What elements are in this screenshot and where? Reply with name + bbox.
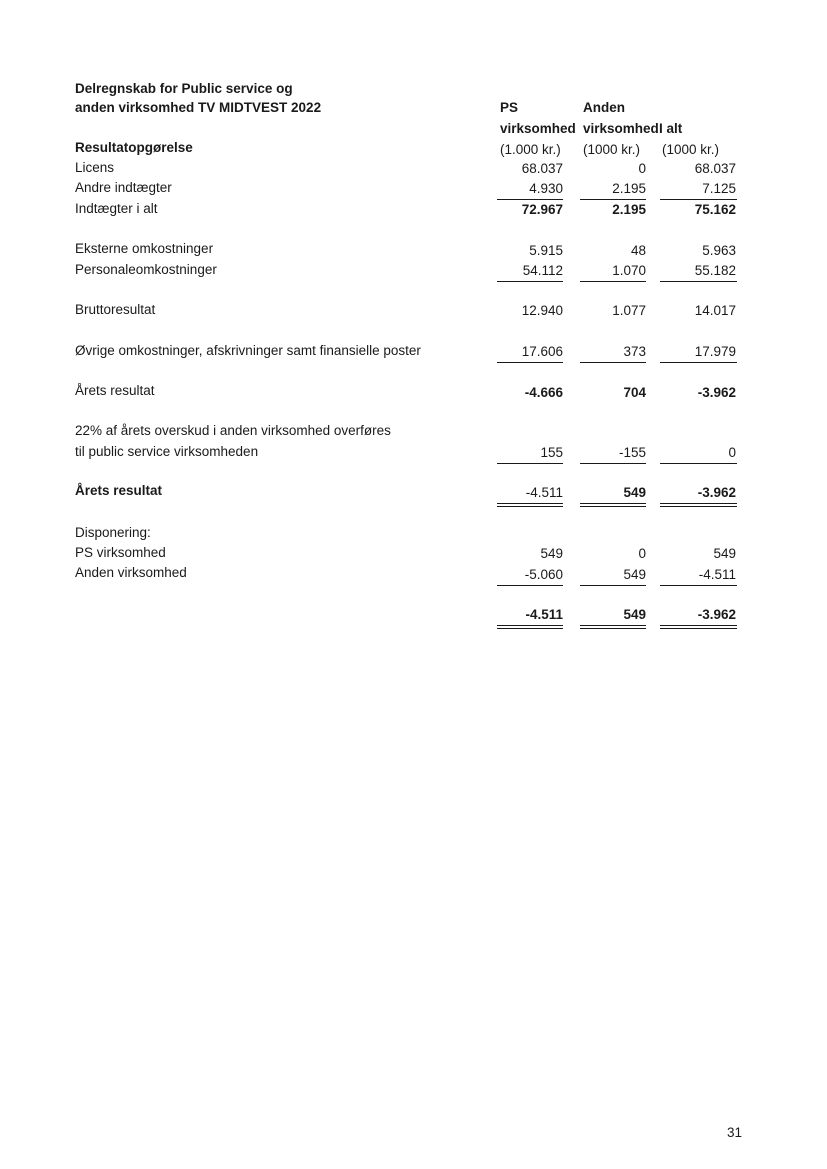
row-label-line-1: 22% af årets overskud i anden virksomhed overføres [75,423,391,438]
page-number: 31 [727,1125,743,1140]
row-value-ps: 72.967 [521,202,563,217]
col-anden-header-line-2: virksomhed [583,121,659,136]
row-value-ps: -4.511 [525,485,563,500]
subtotal-rule [660,585,737,586]
row-value-total: 75.162 [694,202,736,217]
row-value-anden: 0 [638,546,646,561]
col-anden-header-line-1: Anden [583,100,625,115]
row-value-ps: 17.606 [521,344,563,359]
row-label: Personaleomkostninger [75,262,217,277]
subtotal-rule [497,281,563,282]
double-rule [497,628,563,629]
section-heading: Resultatopgørelse [75,140,193,155]
row-value-ps: 12.940 [521,303,563,318]
subtotal-rule [497,362,563,363]
row-value-ps: -4.666 [524,385,563,400]
row-value-total: 549 [713,546,736,561]
subtotal-rule [580,463,646,464]
row-value-total: 5.963 [702,243,736,258]
subtotal-rule [580,362,646,363]
row-value-anden: 549 [623,607,646,622]
row-value-anden: 1.070 [612,263,646,278]
row-value-anden: 48 [630,243,646,258]
row-value-ps: 4.930 [529,181,563,196]
row-value-anden: 549 [623,485,646,500]
row-label: Årets resultat [75,383,155,398]
row-value-total: 7.125 [702,181,736,196]
double-rule [497,503,563,504]
row-label: PS virksomhed [75,545,166,560]
subtotal-rule [580,585,646,586]
row-value-anden: 704 [623,385,646,400]
row-value-total: -3.962 [697,385,736,400]
double-rule [580,625,646,626]
double-rule [580,503,646,504]
subtotal-rule [497,463,563,464]
row-value-ps: -4.511 [525,607,563,622]
col-ialt-header: I alt [659,121,683,136]
row-value-anden: 2.195 [612,202,646,217]
row-value-ps: 5.915 [529,243,563,258]
double-rule [580,628,646,629]
double-rule [660,506,737,507]
row-value-ps: 68.037 [521,161,563,176]
double-rule [497,506,563,507]
row-value-ps: 549 [540,546,563,561]
double-rule [497,625,563,626]
row-label: Eksterne omkostninger [75,241,214,256]
subtotal-rule [497,199,563,200]
double-rule [660,503,737,504]
row-value-anden: 373 [623,344,646,359]
row-label: Årets resultat [75,483,163,498]
report-title-line-2: anden virksomhed TV MIDTVEST 2022 [75,100,322,115]
double-rule [660,625,737,626]
row-label: Anden virksomhed [75,565,187,580]
row-value-total: 14.017 [694,303,736,318]
subtotal-rule [497,585,563,586]
row-value-anden: -155 [618,445,646,460]
row-value-ps: 155 [540,445,563,460]
col-ps-unit: (1.000 kr.) [500,142,561,157]
double-rule [580,506,646,507]
col-ialt-unit: (1000 kr.) [662,142,720,157]
col-ps-header-line-2: virksomhed [500,121,576,136]
row-label: Bruttoresultat [75,302,156,317]
row-value-total: -3.962 [697,485,736,500]
row-value-total: 0 [728,445,736,460]
row-value-total: 68.037 [694,161,736,176]
row-label: Licens [75,160,115,175]
row-value-anden: 0 [638,161,646,176]
row-label: Øvrige omkostninger, afskrivninger samt finansielle poster [75,343,421,358]
row-value-ps: -5.060 [524,567,563,582]
col-anden-unit: (1000 kr.) [583,142,641,157]
subtotal-rule [660,199,737,200]
col-ps-header-line-1: PS [500,100,519,115]
row-value-total: 17.979 [694,344,736,359]
subtotal-rule [660,362,737,363]
subtotal-rule [580,281,646,282]
subtotal-rule [660,463,737,464]
row-label: Disponering: [75,525,151,540]
row-value-total: -4.511 [698,567,736,582]
row-label: Andre indtægter [75,180,172,195]
row-value-total: 55.182 [694,263,736,278]
row-value-anden: 1.077 [612,303,646,318]
row-value-ps: 54.112 [522,263,563,278]
report-title-line-1: Delregnskab for Public service og [75,81,293,96]
double-rule [660,628,737,629]
row-label: Indtægter i alt [75,201,158,216]
subtotal-rule [660,281,737,282]
row-value-anden: 2.195 [612,181,646,196]
subtotal-rule [580,199,646,200]
row-value-anden: 549 [623,567,646,582]
row-value-total: -3.962 [697,607,736,622]
row-label: til public service virksomheden [75,444,259,459]
